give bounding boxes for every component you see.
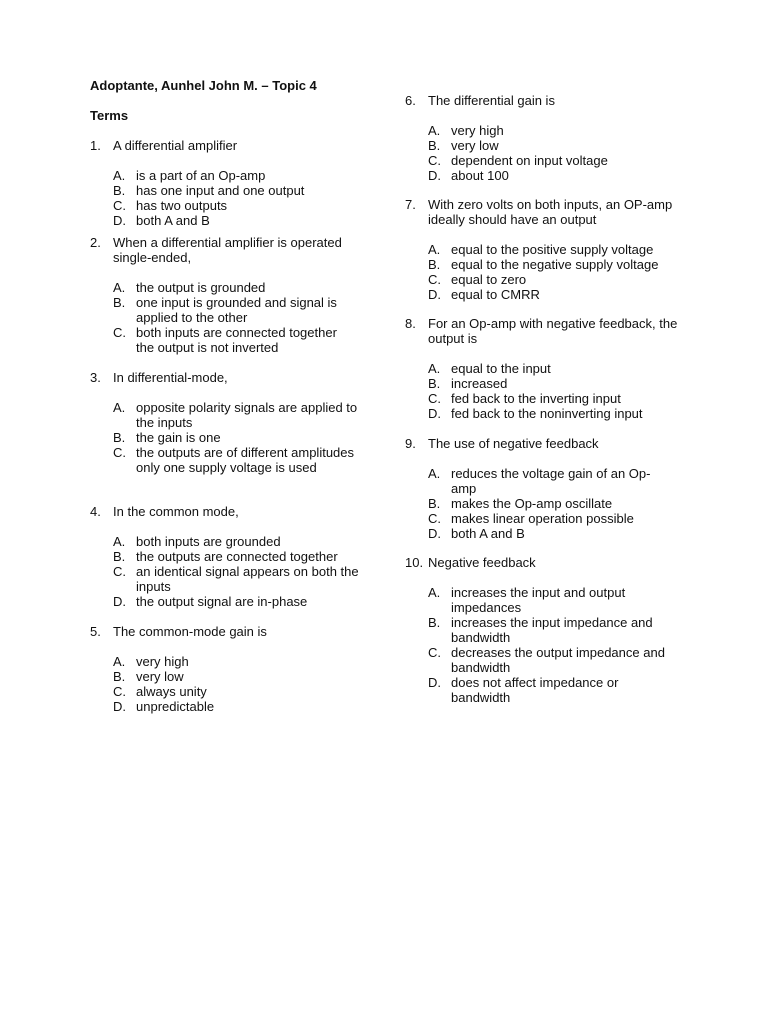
option-letter: C. <box>113 564 126 579</box>
option-item <box>113 549 366 564</box>
option-letter: C. <box>428 511 441 526</box>
option-item <box>113 325 366 340</box>
option-item <box>428 257 671 272</box>
option-list <box>113 280 375 355</box>
option-text: the output is not inverted <box>136 340 279 355</box>
question-2 <box>90 235 375 355</box>
option-letter: C. <box>113 684 126 699</box>
option-letter: C. <box>428 391 441 406</box>
option-text: makes linear operation possible <box>451 511 634 526</box>
question-number: 8. <box>405 316 416 331</box>
option-item <box>428 123 671 138</box>
option-letter: C. <box>428 645 441 660</box>
question-number: 5. <box>90 624 101 639</box>
option-letter: B. <box>428 257 441 272</box>
option-item <box>428 168 671 183</box>
option-text: equal to the positive supply voltage <box>451 242 654 257</box>
option-item <box>428 585 671 615</box>
option-text: always unity <box>136 684 207 699</box>
option-text: dependent on input voltage <box>451 153 608 168</box>
option-text: very low <box>136 669 184 684</box>
option-item <box>428 361 671 376</box>
option-text: the output signal are in-phase <box>136 594 308 609</box>
option-text: about 100 <box>451 168 509 183</box>
option-letter: D. <box>428 675 441 690</box>
option-letter: A. <box>113 280 126 295</box>
option-text: does not affect impedance or bandwidth <box>451 675 619 705</box>
question-number: 4. <box>90 504 101 519</box>
option-list <box>113 534 375 609</box>
question-number: 9. <box>405 436 416 451</box>
option-letter: C. <box>428 153 441 168</box>
section-heading: Terms <box>90 108 129 123</box>
option-text: fed back to the noninverting input <box>451 406 643 421</box>
option-letter: A. <box>113 168 126 183</box>
option-text: opposite polarity signals are applied to the inputs <box>136 400 358 430</box>
option-item <box>113 445 366 460</box>
option-letter: B. <box>428 615 441 630</box>
option-letter: D. <box>428 287 441 302</box>
option-letter: A. <box>113 654 126 669</box>
option-letter: B. <box>113 669 126 684</box>
option-item <box>113 654 366 669</box>
question-7 <box>405 197 690 302</box>
question-number: 6. <box>405 93 416 108</box>
option-text: has one input and one output <box>136 183 305 198</box>
option-item <box>113 669 366 684</box>
option-text: increases the input impedance and bandwidth <box>451 615 653 645</box>
option-letter: B. <box>428 496 441 511</box>
question-text: For an Op-amp with negative feedback, the output is <box>428 316 678 346</box>
option-item <box>428 153 671 168</box>
option-text: both A and B <box>451 526 525 541</box>
option-letter: C. <box>113 198 126 213</box>
option-text: fed back to the inverting input <box>451 391 621 406</box>
question-text: The use of negative feedback <box>428 436 599 451</box>
option-text: both A and B <box>136 213 210 228</box>
option-letter: B. <box>113 295 126 310</box>
option-text: one input is grounded and signal is applied to the other <box>136 295 337 325</box>
option-item <box>113 213 366 228</box>
option-text: equal to the input <box>451 361 551 376</box>
option-letter: D. <box>428 168 441 183</box>
option-text: increased <box>451 376 508 391</box>
option-item <box>113 400 366 430</box>
option-letter: D. <box>113 213 126 228</box>
option-item <box>113 295 366 325</box>
option-letter: D. <box>113 594 126 609</box>
option-item <box>113 280 366 295</box>
option-text: very high <box>136 654 189 669</box>
option-item <box>428 526 671 541</box>
option-item <box>113 534 366 549</box>
option-text: very high <box>451 123 504 138</box>
option-text: both inputs are grounded <box>136 534 281 549</box>
option-letter: A. <box>428 585 441 600</box>
question-text: In the common mode, <box>113 504 239 519</box>
option-item <box>113 430 366 445</box>
option-letter: A. <box>428 361 441 376</box>
option-text: equal to zero <box>451 272 527 287</box>
option-list <box>428 242 690 302</box>
option-item <box>428 496 671 511</box>
option-item <box>428 376 671 391</box>
document-title: Adoptante, Aunhel John M. – Topic 4 <box>90 78 317 93</box>
option-text: the outputs are of different amplitudes <box>136 445 355 460</box>
option-item <box>428 391 671 406</box>
question-6 <box>405 93 690 183</box>
question-5 <box>90 624 375 714</box>
question-9 <box>405 436 690 541</box>
option-item <box>113 183 366 198</box>
option-letter: B. <box>113 430 126 445</box>
option-letter: A. <box>428 123 441 138</box>
option-item <box>428 272 671 287</box>
option-item <box>428 615 671 645</box>
option-letter: C. <box>113 445 126 460</box>
question-text: When a differential amplifier is operated single-ended, <box>113 235 342 265</box>
option-text: very low <box>451 138 499 153</box>
option-list <box>113 400 375 475</box>
option-text: an identical signal appears on both the inputs <box>136 564 359 594</box>
option-letter: C. <box>113 325 126 340</box>
option-text: has two outputs <box>136 198 228 213</box>
option-letter: D. <box>428 406 441 421</box>
option-text: the output is grounded <box>136 280 266 295</box>
question-8 <box>405 316 690 421</box>
question-3 <box>90 370 375 475</box>
option-text: the outputs are connected together <box>136 549 338 564</box>
option-list <box>113 654 375 714</box>
option-letter: B. <box>428 376 441 391</box>
option-text: the gain is one <box>136 430 221 445</box>
option-text: decreases the output impedance and bandwidth <box>451 645 665 675</box>
question-number: 1. <box>90 138 101 153</box>
question-text: Negative feedback <box>428 555 536 570</box>
option-text: unpredictable <box>136 699 215 714</box>
question-text: The common-mode gain is <box>113 624 267 639</box>
option-list <box>428 361 690 421</box>
option-letter: A. <box>428 466 441 481</box>
question-4 <box>90 504 375 609</box>
option-item <box>113 340 366 355</box>
option-item <box>428 511 671 526</box>
option-text: only one supply voltage is used <box>136 460 317 475</box>
option-letter: A. <box>113 400 126 415</box>
option-item <box>428 645 671 675</box>
option-item <box>428 675 671 705</box>
question-number: 3. <box>90 370 101 385</box>
option-item <box>428 287 671 302</box>
question-number: 7. <box>405 197 416 212</box>
option-letter: D. <box>113 699 126 714</box>
option-item <box>113 168 366 183</box>
option-item <box>428 242 671 257</box>
option-list <box>428 466 690 541</box>
question-1 <box>90 138 375 228</box>
option-letter: D. <box>428 526 441 541</box>
question-text: A differential amplifier <box>113 138 238 153</box>
option-item <box>113 198 366 213</box>
option-letter: C. <box>428 272 441 287</box>
option-text: reduces the voltage gain of an Op-amp <box>451 466 651 496</box>
option-item <box>113 594 366 609</box>
option-text: equal to the negative supply voltage <box>451 257 659 272</box>
question-text: The differential gain is <box>428 93 555 108</box>
option-letter: A. <box>113 534 126 549</box>
option-letter: B. <box>428 138 441 153</box>
option-list <box>428 585 690 705</box>
question-text: With zero volts on both inputs, an OP-amp ideally should have an output <box>428 197 673 227</box>
question-text: In differential-mode, <box>113 370 228 385</box>
option-item <box>113 699 366 714</box>
option-list <box>113 168 375 228</box>
option-letter: B. <box>113 183 126 198</box>
option-text: is a part of an Op-amp <box>136 168 266 183</box>
option-letter: A. <box>428 242 441 257</box>
option-item <box>428 466 671 496</box>
option-text: increases the input and output impedances <box>451 585 626 615</box>
question-10 <box>405 555 690 705</box>
option-text: both inputs are connected together <box>136 325 337 340</box>
option-list <box>428 123 690 183</box>
option-text: makes the Op-amp oscillate <box>451 496 613 511</box>
option-item <box>428 406 671 421</box>
option-item <box>113 684 366 699</box>
option-item <box>113 460 366 475</box>
question-number: 2. <box>90 235 101 250</box>
option-item <box>113 564 366 594</box>
question-number: 10. <box>405 555 424 570</box>
option-letter: B. <box>113 549 126 564</box>
option-item <box>428 138 671 153</box>
option-text: equal to CMRR <box>451 287 540 302</box>
